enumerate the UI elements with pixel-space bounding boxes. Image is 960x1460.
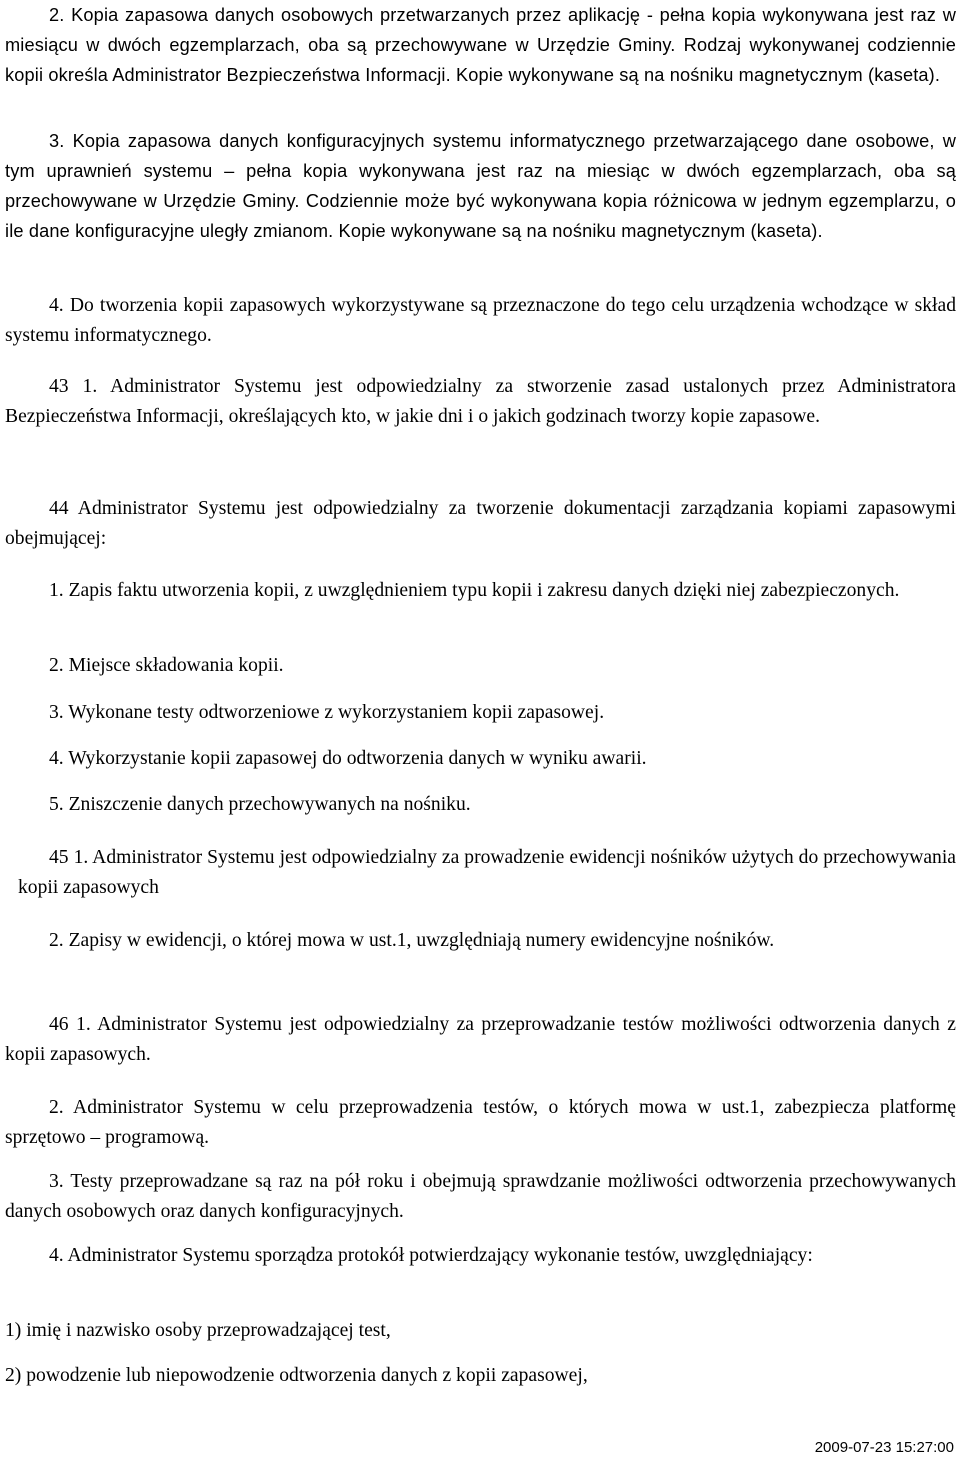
paragraph-backup-config-data: 3. Kopia zapasowa danych konfiguracyjnych systemu informatycznego przetwarzającego dane osobowe, w tym uprawnień systemu – pełna kopia wykonywana jest raz na miesiąc w dwóch egzemplarzach, oba są przechowywane w Urzędzie Gminy. Codziennie może być wykonywana kopia różnicowa w jednym egzemplarzu, o ile dane konfiguracyjne uległy zmianom. Kopie wykonywane są na nośniku magnetycznym (kaseta). xyxy=(5,131,956,241)
list-item-failure-restore: 4. Wykorzystanie kopii zapasowej do odtworzenia danych w wyniku awarii. xyxy=(49,748,647,769)
list-item-storage-location: 2. Miejsce składowania kopii. xyxy=(49,655,284,676)
footer-timestamp: 2009-07-23 15:27:00 xyxy=(814,1439,954,1456)
list-item-restore-tests: 3. Wykonane testy odtworzeniowe z wykorzystaniem kopii zapasowej. xyxy=(49,702,605,723)
paragraph-section-46: 46 1. Administrator Systemu jest odpowiedzialny za przeprowadzanie testów możliwości odtworzenia danych z kopii zapasowych. xyxy=(5,1014,956,1065)
paragraph-section-44: 44 Administrator Systemu jest odpowiedzialny za tworzenie dokumentacji zarządzania kopiami zapasowymi obejmującej: xyxy=(5,498,956,549)
list-item-data-destruction: 5. Zniszczenie danych przechowywanych na nośniku. xyxy=(49,794,471,815)
list-item-tester-name: 1) imię i nazwisko osoby przeprowadzającej test, xyxy=(5,1320,391,1341)
paragraph-section-45: 45 1. Administrator Systemu jest odpowiedzialny za prowadzenie ewidencji nośników użytych do przechowywania kopii zapasowych xyxy=(18,847,956,898)
paragraph-section-46-item-3: 3. Testy przeprowadzane są raz na pół roku i obejmują sprawdzanie możliwości odtworzenia przechowywanych danych osobowych oraz danych konfiguracyjnych. xyxy=(5,1171,956,1222)
list-item-restore-result: 2) powodzenie lub niepowodzenie odtworzenia danych z kopii zapasowej, xyxy=(5,1365,588,1386)
paragraph-backup-personal-data: 2. Kopia zapasowa danych osobowych przetwarzanych przez aplikację - pełna kopia wykonywana jest raz w miesiącu w dwóch egzemplarzach, oba są przechowywane w Urzędzie Gminy. Rodzaj wykonywanej codziennie kopii określa Administrator Bezpieczeństwa Informacji. Kopie wykonywane są na nośniku magnetycznym (kaseta). xyxy=(5,5,956,85)
paragraph-section-46-item-4: 4. Administrator Systemu sporządza protokół potwierdzający wykonanie testów, uwzględniający: xyxy=(49,1245,813,1266)
paragraph-section-46-item-2: 2. Administrator Systemu w celu przeprowadzenia testów, o których mowa w ust.1, zabezpiecza platformę sprzętowo – programową. xyxy=(5,1097,956,1148)
paragraph-section-43: 43 1. Administrator Systemu jest odpowiedzialny za stworzenie zasad ustalonych przez Administratora Bezpieczeństwa Informacji, określających kto, w jakie dni i o jakich godzinach tworzy kopie zapasowe. xyxy=(5,376,956,427)
paragraph-section-45-item-2: 2. Zapisy w ewidencji, o której mowa w ust.1, uwzględniają numery ewidencyjne nośników. xyxy=(49,930,775,951)
paragraph-backup-devices: 4. Do tworzenia kopii zapasowych wykorzystywane są przeznaczone do tego celu urządzenia wchodzące w skład systemu informatycznego. xyxy=(5,295,956,346)
list-item-backup-record: 1. Zapis faktu utworzenia kopii, z uwzględnieniem typu kopii i zakresu danych dzięki niej zabezpieczonych. xyxy=(49,580,900,601)
